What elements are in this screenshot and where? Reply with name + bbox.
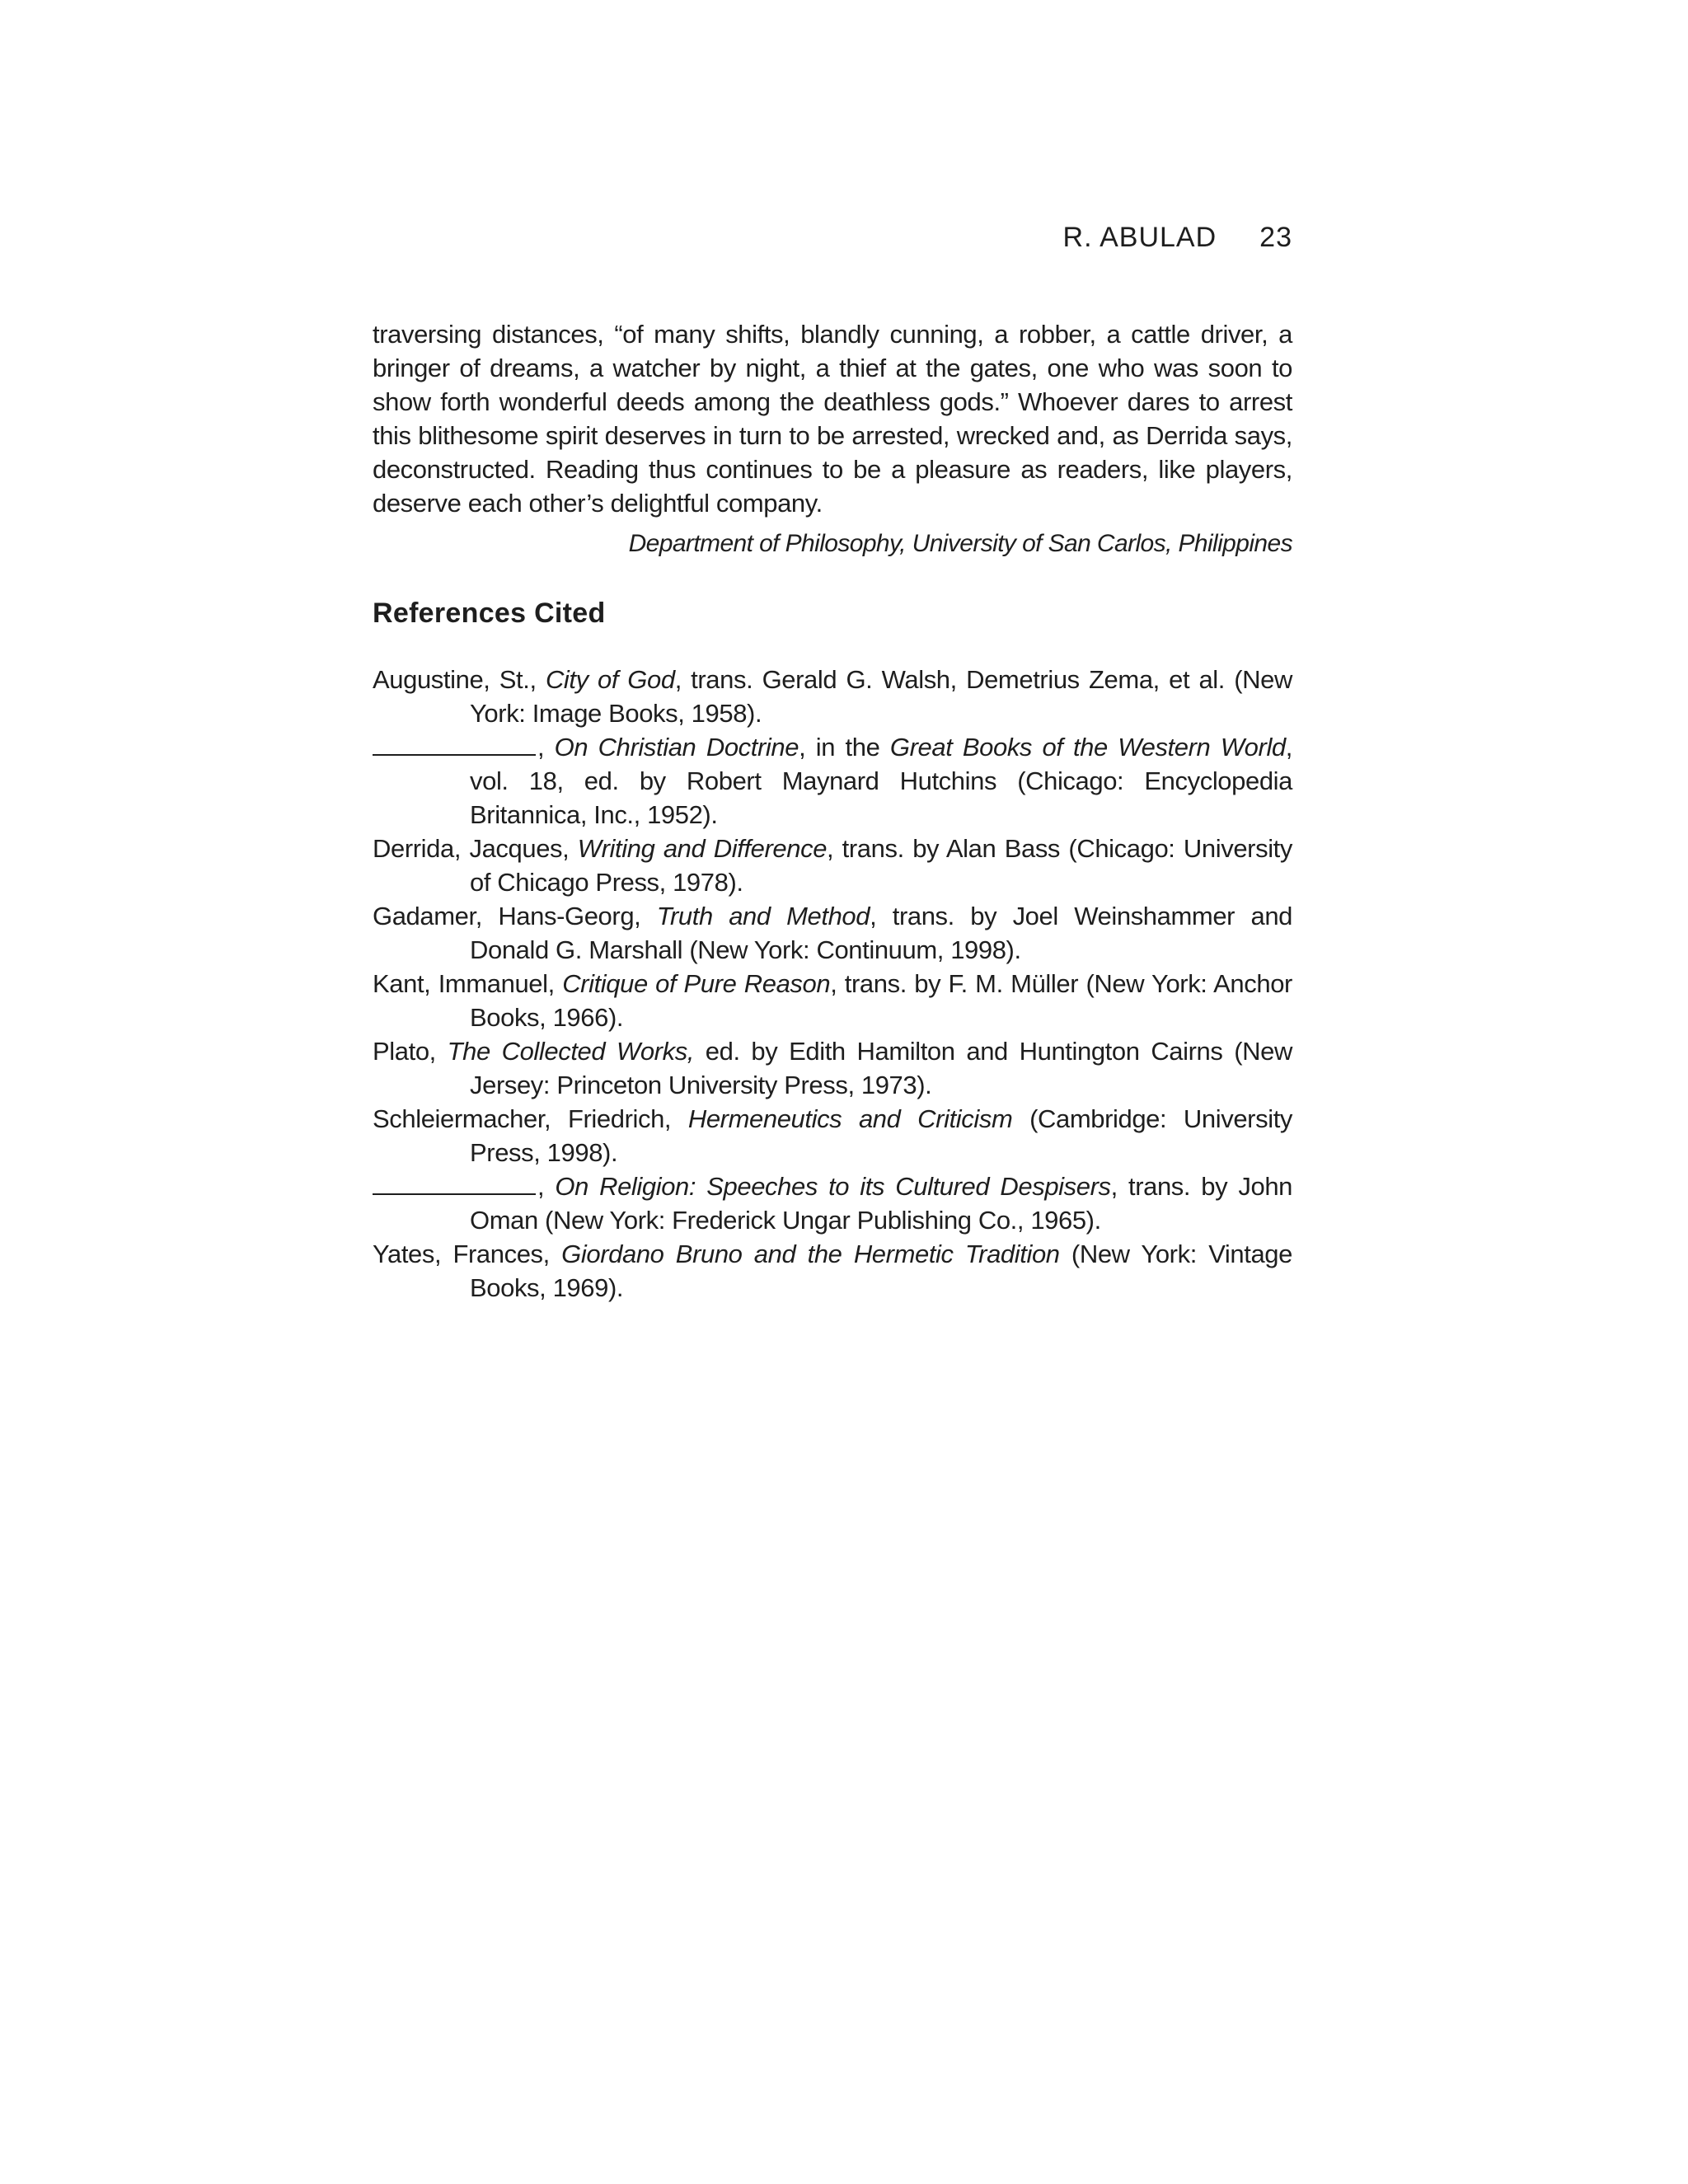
reference-title: Giordano Bruno and the Hermetic Tradition bbox=[561, 1240, 1060, 1268]
repeated-author-dash bbox=[373, 733, 536, 756]
reference-title: The Collected Works, bbox=[447, 1037, 695, 1066]
reference-details-continued: , vol. 18, ed. by Robert Maynard Hutchins (Chicago: Encyclopedia Britannica, Inc., 1952). bbox=[470, 733, 1292, 829]
reference-author: Kant, Immanuel, bbox=[373, 969, 563, 998]
reference-entry bbox=[373, 663, 1292, 730]
reference-title: Hermeneutics and Criticism bbox=[687, 1104, 1013, 1133]
repeated-author-dash bbox=[373, 1172, 536, 1195]
body-paragraph: traversing distances, “of many shifts, blandly cunning, a robber, a cattle driver, a bringer of dreams, a watcher by night, a thief at the gates, one who was soon to show forth wonderful deeds among the deathless gods.” Whoever dares to arrest this blithesome spirit deserves in turn to be arrested, wrecked and, as Derrida says, deconstructed. Reading thus continues to be a pleasure as readers, like players, deserve each other’s delightful company. bbox=[373, 320, 1292, 518]
page-number: 23 bbox=[1259, 222, 1292, 253]
reference-details: , trans. by Alan Bass (Chicago: University of Chicago Press, 1978). bbox=[470, 834, 1292, 897]
reference-title: Writing and Difference bbox=[577, 834, 828, 863]
references-list bbox=[373, 663, 1292, 1305]
reference-details: , trans. by John Oman (New York: Frederick Ungar Publishing Co., 1965). bbox=[470, 1172, 1292, 1235]
reference-details: , in the bbox=[799, 733, 890, 762]
reference-details: , trans. by Joel Weinshammer and Donald G. Marshall (New York: Continuum, 1998). bbox=[470, 902, 1293, 964]
reference-author: Derrida, Jacques, bbox=[373, 834, 578, 863]
reference-entry bbox=[373, 899, 1292, 967]
reference-details: (Cambridge: University Press, 1998). bbox=[470, 1104, 1293, 1167]
reference-title: Truth and Method bbox=[656, 902, 870, 930]
reference-details: (New York: Vintage Books, 1969). bbox=[470, 1240, 1292, 1302]
running-head-author: R. ABULAD bbox=[1062, 222, 1217, 253]
reference-author: Augustine, St., bbox=[373, 665, 546, 694]
reference-entry: , On Religion: Speeches to its Cultured Despisers, trans. by John Oman (New York: Frederick Ungar Publishing Co., 1965). bbox=[373, 1169, 1292, 1237]
running-head bbox=[1063, 219, 1292, 255]
reference-details: ed. by Edith Hamilton and Huntington Cairns (New Jersey: Princeton University Press, 1973). bbox=[470, 1037, 1292, 1099]
reference-entry bbox=[373, 1237, 1292, 1305]
reference-author: Yates, Frances, bbox=[373, 1240, 562, 1268]
reference-entry bbox=[373, 1034, 1292, 1102]
reference-author: Gadamer, Hans-Georg, bbox=[373, 902, 657, 930]
reference-author: Schleiermacher, Friedrich, bbox=[373, 1104, 688, 1133]
references-heading: References Cited bbox=[373, 598, 606, 629]
document-page bbox=[373, 0, 1292, 2184]
reference-title: On Religion: Speeches to its Cultured Despisers bbox=[555, 1172, 1111, 1201]
reference-entry bbox=[373, 832, 1292, 899]
reference-details: , trans. by F. M. Müller (New York: Anchor Books, 1966). bbox=[470, 969, 1292, 1032]
reference-entry bbox=[373, 967, 1292, 1034]
reference-entry: , On Christian Doctrine, in the Great Books of the Western World, vol. 18, ed. by Robert Maynard Hutchins (Chicago: Encyclopedia Britannica, Inc., 1952). bbox=[373, 730, 1292, 832]
reference-entry bbox=[373, 1102, 1292, 1169]
reference-title: Critique of Pure Reason bbox=[562, 969, 831, 998]
reference-collection-title: Great Books of the Western World bbox=[889, 733, 1286, 762]
reference-details: , trans. Gerald G. Walsh, Demetrius Zema, et al. (New York: Image Books, 1958). bbox=[470, 665, 1292, 728]
affiliation-line: Department of Philosophy, University of San Carlos, Philippines bbox=[628, 530, 1292, 557]
reference-title: On Christian Doctrine bbox=[554, 733, 799, 762]
reference-author: Plato, bbox=[373, 1037, 448, 1066]
reference-title: City of God bbox=[545, 665, 675, 694]
